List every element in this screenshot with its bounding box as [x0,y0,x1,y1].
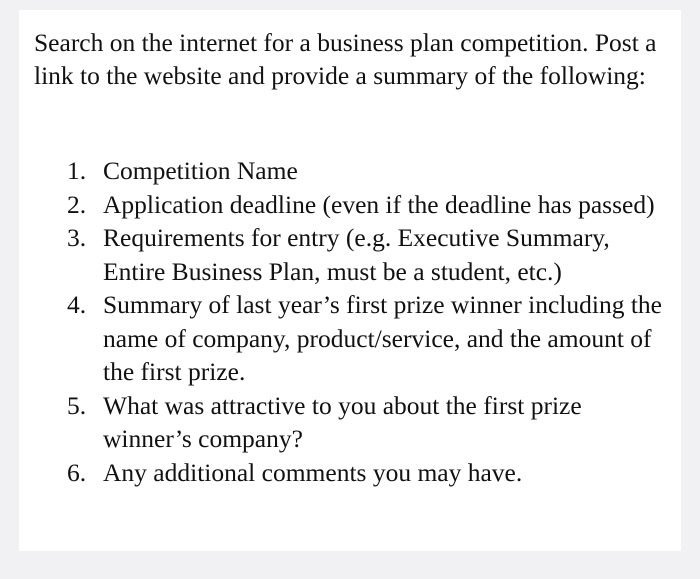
list-item-number: 4. [67,290,87,319]
list-item-text: Requirements for entry (e.g. Executive Summary, Entire Business Plan, must be a student, etc.) [103,223,610,286]
list-item-text: Competition Name [103,156,298,185]
list-item [19,288,679,389]
requirements-list [19,154,679,489]
intro-paragraph: Search on the internet for a business plan competition. Post a link to the website and provide a summary of the following: [34,28,657,90]
list-item [19,154,679,188]
list-item-text: What was attractive to you about the first prize winner’s company? [103,390,582,453]
list-item-number: 5. [67,390,87,420]
list-item-number: 6. [67,457,87,487]
list-item-number: 3. [67,223,87,252]
list-item [19,188,679,222]
list-item-text: Any additional comments you may have. [103,457,523,487]
list-item [19,221,679,288]
list-item-number: 1. [67,156,87,185]
list-item-text: Application deadline (even if the deadline has passed) [103,189,655,219]
list-item [19,389,679,456]
list-item-text: Summary of last year’s first prize winner including the name of company, product/service, and the amount of the first prize. [103,290,662,386]
list-item-number: 2. [67,189,87,219]
list-item [19,456,679,490]
document-page [19,10,681,551]
